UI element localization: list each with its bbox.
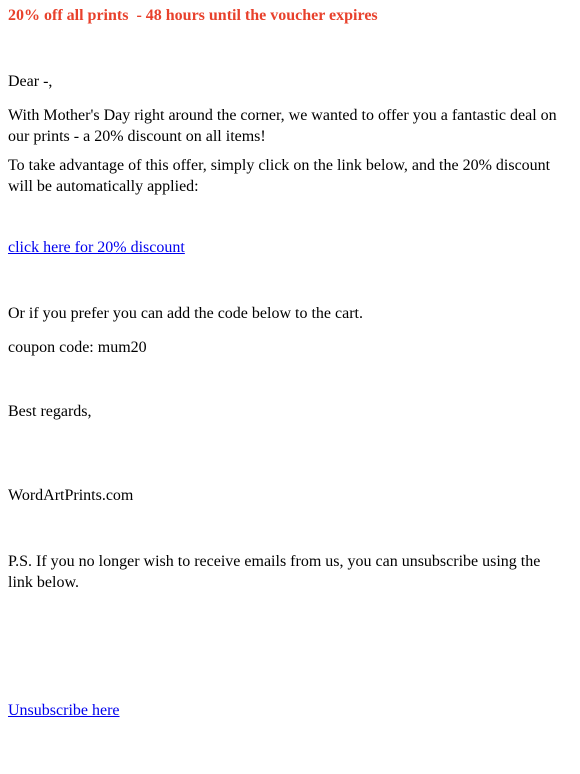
discount-link[interactable]: click here for 20% discount xyxy=(8,239,185,256)
greeting: Dear -, xyxy=(8,73,53,90)
signature: WordArtPrints.com xyxy=(8,487,134,504)
unsubscribe-paragraph xyxy=(8,700,568,721)
alternative-paragraph: Or if you prefer you can add the code below to the cart. xyxy=(8,305,363,322)
discount-link-paragraph xyxy=(8,237,568,258)
coupon-code: coupon code: mum20 xyxy=(8,339,147,356)
signoff: Best regards, xyxy=(8,403,92,420)
unsubscribe-link[interactable]: Unsubscribe here xyxy=(8,702,120,719)
intro-paragraph: With Mother's Day right around the corner, we wanted to offer you a fantastic deal on our prints - a 20% discount on all items! xyxy=(8,107,557,145)
promo-headline: 20% off all prints - 48 hours until the voucher expires xyxy=(8,7,378,24)
instructions-paragraph: To take advantage of this offer, simply click on the link below, and the 20% discount will be automatically applied: xyxy=(8,157,551,195)
ps-paragraph: P.S. If you no longer wish to receive emails from us, you can unsubscribe using the link below. xyxy=(8,553,541,591)
